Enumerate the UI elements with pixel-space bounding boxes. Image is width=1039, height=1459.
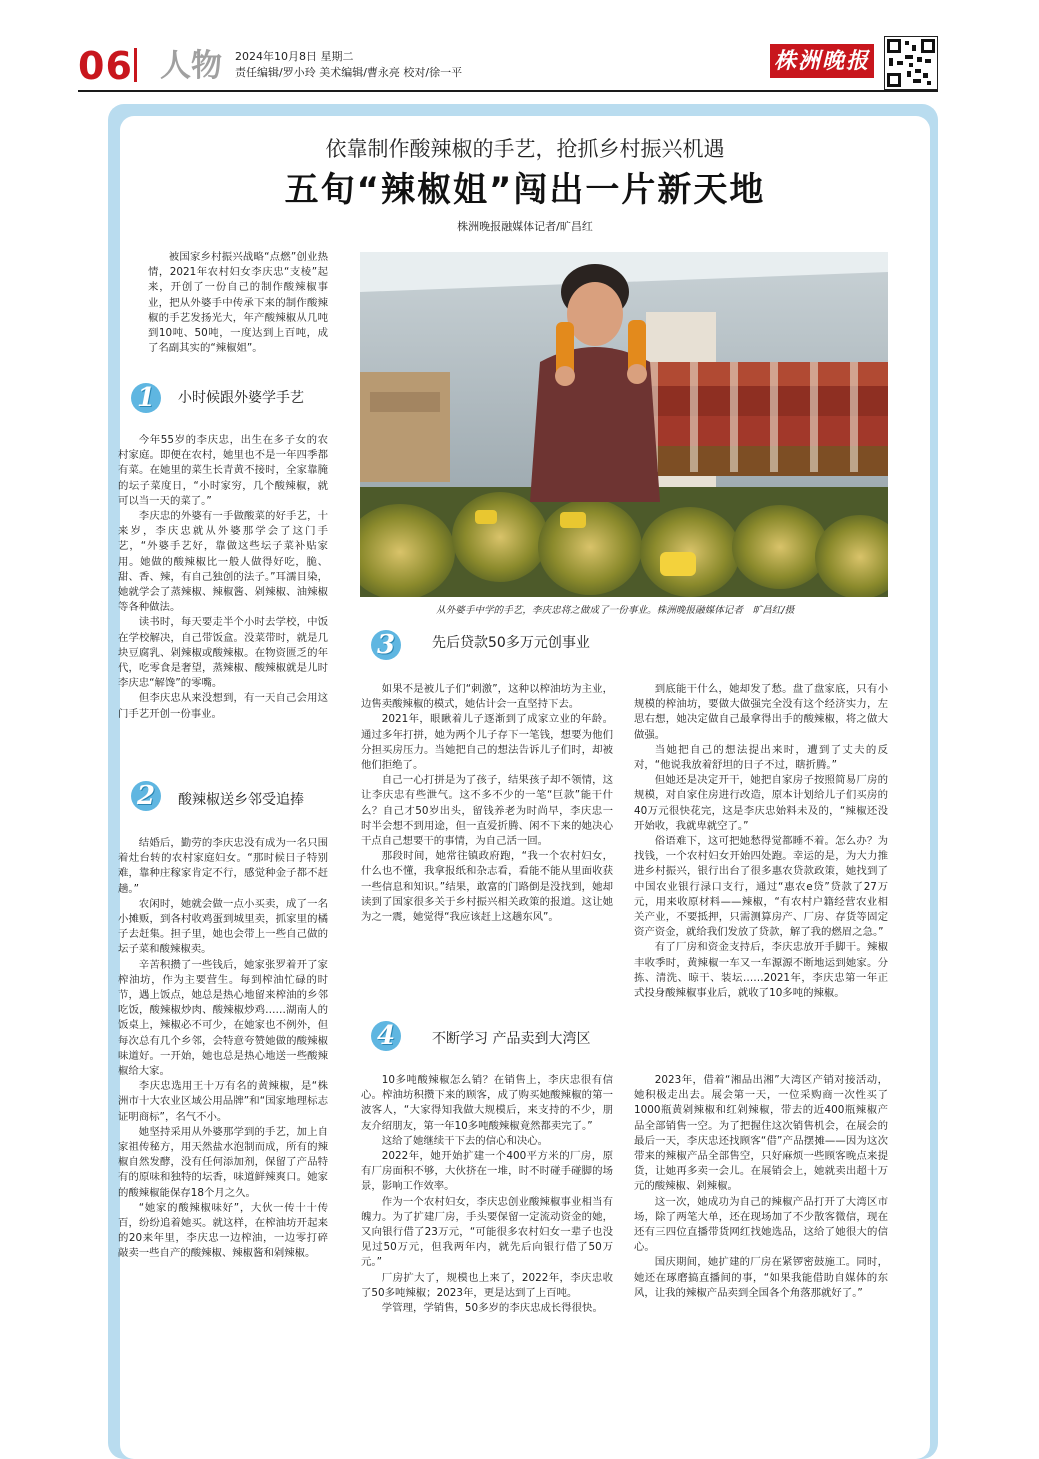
paragraph: 10多吨酸辣椒怎么销？在销售上，李庆忠很有信心。榨油坊积攒下来的顾客，成了购买她酸辣椒的第一波客人，“大家得知我做大规模后，来支持的不少，朋友介绍朋友，第一年10多吨酸辣椒竟然都卖完了。” bbox=[361, 1074, 613, 1132]
paragraph: 那段时间，她常往镇政府跑，“我一个农村妇女，什么也不懂，我拿报纸和杂志看，看能不能从里面收获一些信息和知识。”结果，敢富的门路倒是没找到，她却读到了国家很多关于乡村振兴相关政策的报道。这让她为之一震，她觉得“我应该赶上这趟东风”。 bbox=[361, 850, 613, 924]
article-headline: 五旬“辣椒姐”闯出一片新天地 bbox=[284, 170, 766, 210]
section-4-title: 不断学习 产品卖到大湾区 bbox=[432, 1031, 591, 1047]
paragraph: 今年55岁的李庆忠，出生在多子女的农村家庭。即便在农村，她里也不是一年四季都有菜。在她里的菜生长青黄不接时，全家靠腌的坛子菜度日，“小时家穷，几个酸辣椒，就可以当一天的菜了。” bbox=[118, 434, 328, 507]
editors-line: 责任编辑/罗小玲 美术编辑/曹永亮 校对/徐一平 bbox=[235, 66, 463, 79]
paragraph: 自己一心打拼是为了孩子，结果孩子却不领情，这让李庆忠有些泄气。这不多不少的一笔“巨款”能干什么？自己才50岁出头，留钱养老为时尚早，李庆忠一时半会想不到用途，但一直爱折腾、闲不下来的她决心干点自己想要干的事情，为自己活一回。 bbox=[361, 774, 613, 848]
section-4-body-right bbox=[634, 1073, 888, 1345]
section-4-body-left bbox=[361, 1073, 613, 1345]
section-1-marker bbox=[131, 383, 161, 417]
section-3-body-right bbox=[634, 682, 888, 1037]
article-subtitle: 依靠制作酸辣椒的手艺，抢抓乡村振兴机遇 bbox=[325, 137, 725, 161]
paragraph: 辛苦积攒了一些钱后，她家张罗着开了家榨油坊，作为主要营生。每到榨油忙碌的时节，遇上饭点，她总是热心地留来榨油的乡邻吃饭，酸辣椒炒肉、酸辣椒炒鸡……湖南人的饭桌上，辣椒必不可少，在她家也不例外，但每次总有几个乡邻，会特意夸赞她做的酸辣椒味道好。一开始，她也总是热心地送一些酸辣椒给大家。 bbox=[118, 958, 328, 1078]
date-line: 2024年10月8日 星期二 bbox=[235, 50, 354, 63]
paragraph: 农闲时，她就会做一点小买卖，成了一名小摊贩，到各村收鸡蛋到城里卖，抓家里的橘子去赶集。担子里，她也会带上一些自己做的坛子菜和酸辣椒卖。 bbox=[118, 897, 328, 956]
header-rule bbox=[78, 90, 938, 92]
section-name: 人物 bbox=[160, 48, 222, 84]
section-2-body bbox=[118, 836, 328, 1262]
section-4-marker bbox=[371, 1021, 401, 1055]
paragraph: 李庆忠选用王十万有名的黄辣椒，是“株洲市十大农业区域公用品牌”和“国家地理标志证明商标”，名气不小。 bbox=[118, 1080, 328, 1123]
article-photo bbox=[360, 252, 888, 597]
section-1-title: 小时候跟外婆学手艺 bbox=[178, 390, 304, 406]
paragraph: 国庆期间，她扩建的厂房在紧锣密鼓施工。同时，她还在琢磨搞直播间的事，“如果我能借助自媒体的东风，让我的辣椒产品卖到全国各个角落那就好了。” bbox=[634, 1256, 888, 1299]
header-divider bbox=[134, 48, 137, 82]
paragraph: 但她还是决定开干，她把自家房子按照简易厂房的规模，对自家住房进行改造，原本计划给儿子们买房的40万元很快花完，这是李庆忠始料未及的，“辣椒还没开始收，我就卑就空了。” bbox=[634, 774, 888, 832]
section-3-marker bbox=[371, 630, 401, 664]
section-2-marker bbox=[131, 781, 161, 815]
newspaper-logo: 株洲晚报 bbox=[770, 44, 874, 78]
paragraph: 2022年，她开始扩建一个400平方米的厂房，原有厂房面积不够，大伙挤在一堆，时不时碰手碰脚的场景，影响工作效率。 bbox=[361, 1150, 613, 1193]
paragraph: “她家的酸辣椒味好”，大伙一传十十传百，纷纷追着她买。就这样，在榨油坊开起来的20来年里，李庆忠一边榨油，一边零打碎敲卖一些自产的酸辣椒、辣椒酱和剁辣椒。 bbox=[118, 1201, 328, 1260]
section-1-body bbox=[118, 433, 328, 722]
paragraph: 厂房扩大了，规模也上来了，2022年，李庆忠收了50多吨辣椒；2023年，更是达到了上百吨。 bbox=[361, 1271, 613, 1299]
paragraph: 作为一个农村妇女，李庆忠创业酸辣椒事业相当有魄力。为了扩建厂房，手头要保留一定流动资金的她，又向银行借了23万元，“可能很多农村妇女一辈子也没见过50万元，但我两年内，就先后向银行借了50万元。” bbox=[361, 1195, 613, 1269]
intro-paragraph bbox=[148, 250, 328, 356]
paragraph: 学管理，学销售，50多岁的李庆忠成长得很快。 bbox=[381, 1302, 603, 1315]
paragraph: 2023年，借着“湘品出湘”大湾区产销对接活动，她积极走出去。展会第一天，一位采购商一次性买了1000瓶黄剁辣椒和红剁辣椒，带去的近400瓶辣椒产品全部销售一空。为了把握住这次销售机会，在展会的最后一天，李庆忠还找顾客“借”产品摆摊——因为这次带来的辣椒产品全部售空，只好麻烦一些顾客晚点来提货，让她再多卖一会儿。在展销会上，她就卖出超十万元的酸辣椒、剁辣椒。 bbox=[634, 1074, 888, 1193]
paragraph: 如果不是被儿子们“刺激”，这种以榨油坊为主业，边售卖酸辣椒的模式，她估计会一直坚持下去。 bbox=[361, 683, 613, 711]
section-3-number: 3 bbox=[376, 630, 396, 660]
section-4-number: 4 bbox=[376, 1021, 396, 1051]
paragraph: 这给了她继续干下去的信心和决心。 bbox=[381, 1134, 549, 1147]
paragraph: 当她把自己的想法提出来时，遭到了丈夫的反对，“他说我放着舒坦的日子不过，瞎折腾。” bbox=[634, 743, 888, 772]
qr-code-icon bbox=[884, 36, 938, 90]
paragraph: 李庆忠的外婆有一手做酸菜的好手艺，十来岁，李庆忠就从外婆那学会了这门手艺，“外婆手艺好，靠做这些坛子菜补贴家用。她做的酸辣椒比一般人做得好吃，脆、甜、香、辣，有自己独创的法子。”耳濡目染，她就学会了蒸辣椒、辣椒酱、剁辣椒、油辣椒等各种做法。 bbox=[118, 510, 328, 614]
photo-caption: 从外婆手中学的手艺，李庆忠将之做成了一份事业。株洲晚报融媒体记者 旷昌红/摄 bbox=[436, 605, 795, 616]
section-1-number: 1 bbox=[136, 383, 156, 413]
article-byline: 株洲晚报融媒体记者/旷昌红 bbox=[457, 220, 593, 233]
paragraph: 但李庆忠从来没想到，有一天自己会用这门手艺开创一份事业。 bbox=[118, 692, 328, 720]
paragraph: 这一次，她成功为自己的辣椒产品打开了大湾区市场，除了两笔大单，还在现场加了不少散客微信，现在还有三四位直播带货网红找她选品，这给了她很大的信心。 bbox=[634, 1195, 888, 1254]
intro-text: 被国家乡村振兴战略“点燃”创业热情，2021年农村妇女李庆忠“支棱”起来，开创了一份自己的制作酸辣椒事业，把从外婆手中传承下来的制作酸辣椒的手艺发扬光大，年产酸辣椒从几吨到10吨、50吨，一度达到上百吨，成了名副其实的“辣椒姐”。 bbox=[148, 251, 328, 355]
section-2-number: 2 bbox=[136, 781, 156, 811]
page-number: 06 bbox=[78, 44, 133, 88]
section-3-body-left bbox=[361, 682, 613, 1010]
paragraph: 到底能干什么，她却发了愁。盘了盘家底，只有小规模的榨油坊，要做大做强完全没有这个经济实力，左思右想，她决定做自己最拿得出手的酸辣椒，将之做大做强。 bbox=[634, 683, 888, 741]
paragraph: 俗语难下，这可把她愁得觉都睡不着。怎么办？为找钱，一个农村妇女开始四处跑。幸运的是，为大力推进乡村振兴，银行出台了很多惠农贷款政策，她找到了中国农业银行渌口支行，通过“惠农e贷”贷款了27万元，用来收原材料——辣椒，“有农村户籍经营农业相关产业，不要抵押，只需测算房产、厂房、存货等固定资产资金，就给我们发放了贷款，解了我的燃眉之急。” bbox=[634, 835, 888, 939]
paragraph: 结婚后，勤劳的李庆忠没有成为一名只围着灶台转的农村家庭妇女。“那时候日子特别难，靠种庄稼家肯定不行，感觉种金子都不赶趟。” bbox=[118, 837, 328, 895]
paragraph: 有了厂房和资金支持后，李庆忠放开手脚干。辣椒丰收季时，黄辣椒一车又一车源源不断地运到她家。分拣、清洗、晾干、装坛……2021年，李庆忠第一年正式投身酸辣椒事业后，就收了10多吨的辣椒。 bbox=[634, 941, 888, 1000]
section-3-title: 先后贷款50多万元创事业 bbox=[432, 635, 590, 651]
paragraph: 读书时，每天要走半个小时去学校，中饭在学校解决，自己带饭盒。没菜带时，就是几块豆腐乳、剁辣椒或酸辣椒。在物资匮乏的年代，吃零食是奢望，蒸辣椒、酸辣椒就是儿时李庆忠“解馋”的零嘴。 bbox=[118, 616, 328, 690]
paragraph: 2021年，眼瞅着儿子逐渐到了成家立业的年龄。通过多年打拼，她为两个儿子存下一笔钱，想要为他们分担买房压力。当她把自己的想法告诉儿子们时，却被他们拒绝了。 bbox=[361, 713, 613, 772]
section-2-title: 酸辣椒送乡邻受追捧 bbox=[178, 792, 304, 808]
paragraph: 她坚持采用从外婆那学到的手艺，加上自家祖传秘方，用天然盐水泡制而成，所有的辣椒自然发酵，没有任何添加剂，保留了产品特有的原味和独特的坛香，味道鲜辣爽口。她家的酸辣椒能保存18个月之久。 bbox=[118, 1125, 328, 1199]
photo-illustration bbox=[360, 252, 888, 597]
